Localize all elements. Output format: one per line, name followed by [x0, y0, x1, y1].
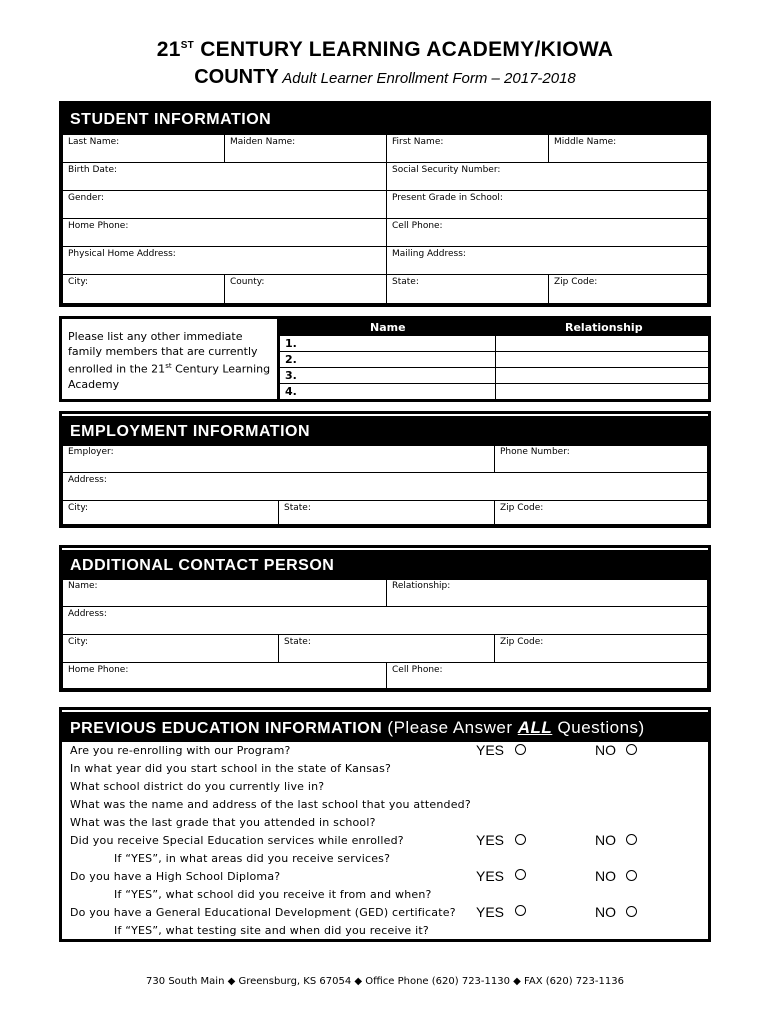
question-ged: Do you have a General Educational Development (GED) certificate?: [70, 906, 456, 919]
yes-radio[interactable]: [515, 869, 526, 880]
section-heading: ADDITIONAL CONTACT PERSON: [62, 550, 708, 580]
question-ged-followup: If “YES”, what testing site and when did you receive it?: [114, 924, 429, 937]
no-label: NO: [595, 832, 616, 848]
family-row[interactable]: 2.: [280, 351, 708, 367]
contact-home-phone-field[interactable]: Home Phone:: [62, 662, 387, 689]
previous-education-section: [59, 707, 711, 942]
yes-label: YES: [476, 904, 505, 920]
cell-phone-field[interactable]: Cell Phone:: [386, 218, 708, 247]
contact-relationship-field[interactable]: Relationship:: [386, 578, 708, 607]
additional-contact-section: [59, 545, 711, 692]
question-kansas-start-year: In what year did you start school in the state of Kansas?: [70, 762, 392, 775]
section-heading: PREVIOUS EDUCATION INFORMATION (Please Answer ALL Questions): [62, 712, 708, 742]
birth-date-field[interactable]: Birth Date:: [62, 162, 387, 191]
employer-city-field[interactable]: City:: [62, 500, 279, 525]
family-members-section: [59, 316, 711, 402]
last-name-field[interactable]: Last Name:: [62, 134, 225, 163]
contact-city-field[interactable]: City:: [62, 634, 279, 663]
relationship-column-header: Relationship: [565, 321, 643, 334]
family-row[interactable]: 4.: [280, 383, 708, 399]
zip-code-field[interactable]: Zip Code:: [548, 274, 708, 304]
middle-name-field[interactable]: Middle Name:: [548, 134, 708, 163]
county-field[interactable]: County:: [224, 274, 387, 304]
employer-zip-field[interactable]: Zip Code:: [494, 500, 708, 525]
yes-radio[interactable]: [515, 834, 526, 845]
employer-phone-field[interactable]: Phone Number:: [494, 444, 708, 473]
family-members-instructions: Please list any other immediate family members that are currently enrolled in the 21st Century Learning Academy: [68, 330, 271, 391]
question-special-education-followup: If “YES”, in what areas did you receive services?: [114, 852, 391, 865]
no-label: NO: [595, 742, 616, 758]
yes-label: YES: [476, 868, 505, 884]
contact-state-field[interactable]: State:: [278, 634, 495, 663]
yes-radio[interactable]: [515, 744, 526, 755]
contact-address-field[interactable]: Address:: [62, 606, 708, 635]
first-name-field[interactable]: First Name:: [386, 134, 549, 163]
ssn-field[interactable]: Social Security Number:: [386, 162, 708, 191]
maiden-name-field[interactable]: Maiden Name:: [224, 134, 387, 163]
question-diploma: Do you have a High School Diploma?: [70, 870, 281, 883]
student-information-section: [59, 101, 711, 307]
no-radio[interactable]: [626, 744, 637, 755]
physical-address-field[interactable]: Physical Home Address:: [62, 246, 387, 275]
no-label: NO: [595, 904, 616, 920]
yes-label: YES: [476, 742, 505, 758]
no-label: NO: [595, 868, 616, 884]
yes-label: YES: [476, 832, 505, 848]
section-heading: STUDENT INFORMATION: [62, 104, 708, 134]
no-radio[interactable]: [626, 870, 637, 881]
grade-field[interactable]: Present Grade in School:: [386, 190, 708, 219]
city-field[interactable]: City:: [62, 274, 225, 304]
family-table-header: [280, 319, 708, 335]
gender-field[interactable]: Gender:: [62, 190, 387, 219]
question-reenrolling: Are you re-enrolling with our Program?: [70, 744, 291, 757]
family-row[interactable]: 3.: [280, 367, 708, 383]
mailing-address-field[interactable]: Mailing Address:: [386, 246, 708, 275]
employer-state-field[interactable]: State:: [278, 500, 495, 525]
question-last-school: What was the name and address of the last school that you attended?: [70, 798, 471, 811]
name-column-header: Name: [370, 321, 406, 334]
family-row[interactable]: 1.: [280, 335, 708, 351]
no-radio[interactable]: [626, 834, 637, 845]
footer-address: 730 South Main ◆ Greensburg, KS 67054 ◆ Office Phone (620) 723-1130 ◆ FAX (620) 723-1136: [146, 976, 624, 987]
question-school-district: What school district do you currently live in?: [70, 780, 325, 793]
employment-information-section: [59, 411, 711, 528]
family-members-table: [277, 319, 708, 399]
form-subtitle: COUNTY Adult Learner Enrollment Form – 2017-2018: [194, 66, 576, 88]
contact-cell-phone-field[interactable]: Cell Phone:: [386, 662, 708, 689]
question-diploma-followup: If “YES”, what school did you receive it from and when?: [114, 888, 432, 901]
employer-field[interactable]: Employer:: [62, 444, 495, 473]
home-phone-field[interactable]: Home Phone:: [62, 218, 387, 247]
contact-zip-field[interactable]: Zip Code:: [494, 634, 708, 663]
contact-name-field[interactable]: Name:: [62, 578, 387, 607]
yes-radio[interactable]: [515, 905, 526, 916]
employer-address-field[interactable]: Address:: [62, 472, 708, 501]
section-heading: EMPLOYMENT INFORMATION: [62, 416, 708, 446]
state-field[interactable]: State:: [386, 274, 549, 304]
question-last-grade: What was the last grade that you attended in school?: [70, 816, 376, 829]
no-radio[interactable]: [626, 906, 637, 917]
form-title: 21ST CENTURY LEARNING ACADEMY/KIOWA: [156, 38, 614, 61]
question-special-education: Did you receive Special Education services while enrolled?: [70, 834, 404, 847]
